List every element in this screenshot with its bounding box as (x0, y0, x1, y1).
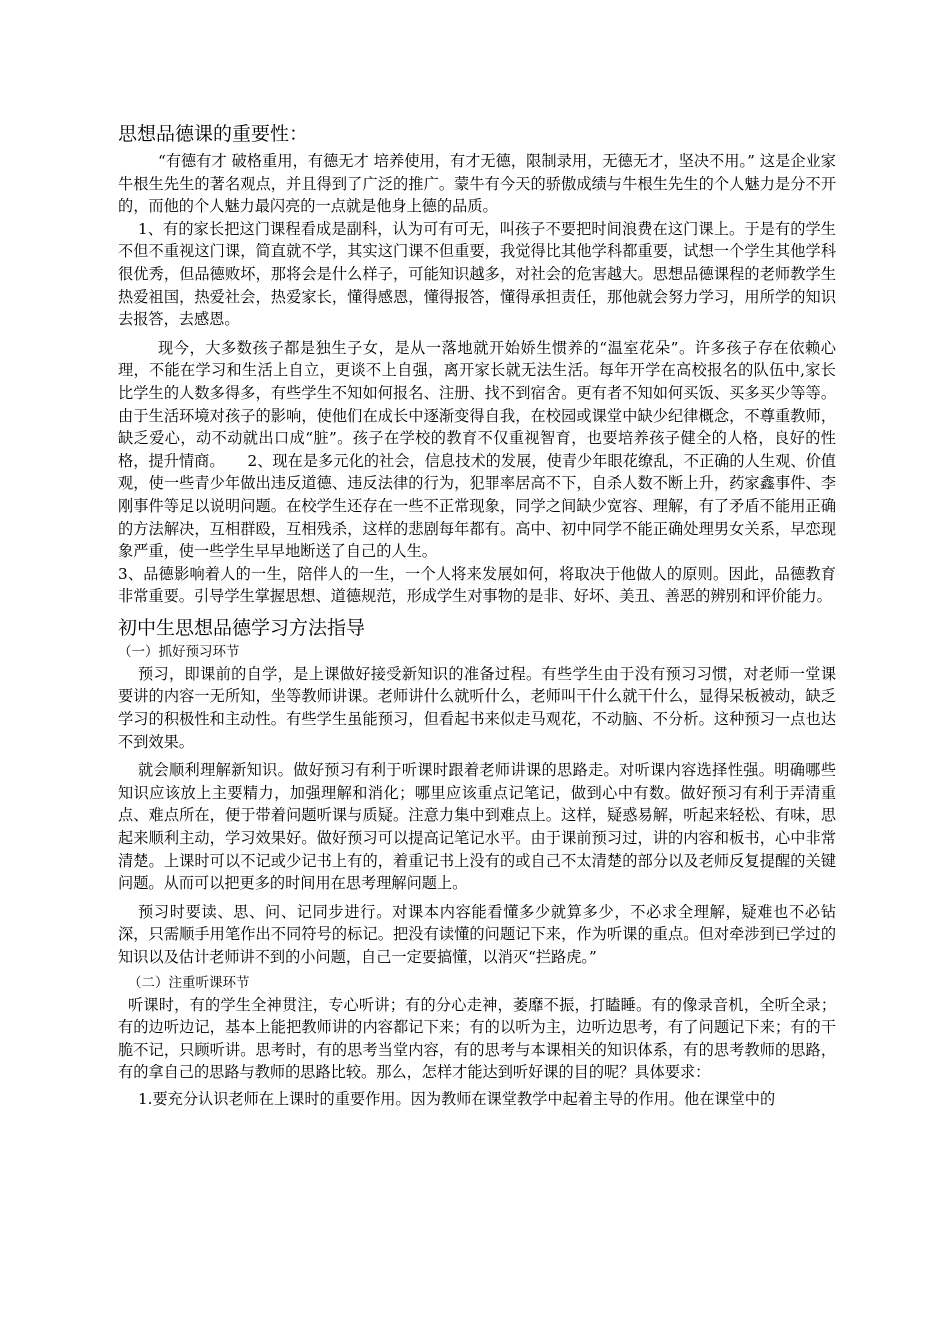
paragraph-preview-3: 预习时要读、思、问、记同步进行。对课本内容能看懂多少就算多少，不必求全理解，疑难也不必钻深，只需顺手用笔作出不同符号的标记。把没有读懂的问题记下来，作为听课的重点。但对牵涉到已学过的知识以及估计老师讲不到的小问题，自己一定要搞懂，以消灭“拦路虎。” (118, 902, 836, 966)
paragraph-preview-1: 预习，即课前的自学，是上课做好接受新知识的准备过程。有些学生由于没有预习习惯，对老师一堂课要讲的内容一无所知，坐等教师讲课。老师讲什么就听什么，老师叫干什么就干什么，显得呆板被动，缺乏学习的积极性和主动性。有些学生虽能预习，但看起书来似走马观花，不动脑、不分析。这种预习一点也达不到效果。 (118, 664, 836, 751)
paragraph-quote: “有德有才 破格重用，有德无才 培养使用，有才无德，限制录用，无德无才，坚决不用。” 这是企业家牛根生先生的著名观点，并且得到了广泛的推广。蒙牛有今天的骄傲成绩与牛根生先生的个人魅力是分不开的，而他的个人魅力最闪亮的一点就是他身上德的品质。 (118, 152, 836, 216)
paragraph-point-2: 现今，大多数孩子都是独生子女，是从一落地就开始娇生惯养的“温室花朵”。许多孩子存在依赖心理，不能在学习和生活上自立，更谈不上自强，离开家长就无法生活。每年开学在高校报名的队伍中,家长比学生的人数多得多，有些学生不知如何报名、注册、找不到宿舍。更有者不知如何买饭、买多买少等等。 由于生活环境对孩子的影响，使他们在成长中逐渐变得自我，在校园或课堂中缺少纪律概念，不尊重教师，缺乏爱心，动不动就出口成“脏”。孩子在学校的教育不仅重视智育，也要培养孩子健全的人格，良好的性格，提升情商。 2、现在是多元化的社会，信息技术的发展，使青少年眼花缭乱，不正确的人生观、价值观，使一些青少年做出违反道德、违反法律的行为，犯罪率居高不下，自杀人数不断上升，药家鑫事件、李刚事件等足以说明问题。在校学生还存在一些不正常现象，同学之间缺少宽容、理解，有了矛盾不能用正确的方法解决，互相群殴，互相残杀，这样的悲剧每年都有。高中、初中同学不能正确处理男女关系，早恋现象严重，使一些学生早早地断送了自己的人生。 (118, 338, 836, 561)
subheading-preview: （一）抓好预习环节 (118, 643, 240, 660)
paragraph-point-1: 1、有的家长把这门课程看成是副科，认为可有可无，叫孩子不要把时间浪费在这门课上。于是有的学生不但不重视这门课，简直就不学，其实这门课不但重要，我觉得比其他学科都重要，试想一个学生其他学科很优秀，但品德败坏，那将会是什么样子，可能知识越多，对社会的危害越大。思想品德课程的老师教学生热爱祖国，热爱社会，热爱家长，懂得感恩，懂得报答，懂得承担责任，那他就会努力学习，用所学的知识去报答，去感恩。 (118, 219, 836, 329)
paragraph-teacher-role: 1.要充分认识老师在上课时的重要作用。因为教师在课堂教学中起着主导的作用。他在课堂中的 (138, 1089, 776, 1108)
paragraph-listening: 听课时，有的学生全神贯注，专心听讲；有的分心走神，萎靡不振，打瞌睡。有的像录音机，全听全录；有的边听边记，基本上能把教师讲的内容都记下来；有的以听为主，边听边思考，有了问题记下来；有的干脆不记，只顾听讲。思考时，有的思考当堂内容，有的思考与本课相关的知识体系，有的思考教师的思路，有的拿自己的思路与教师的思路比较。那么，怎样才能达到听好课的目的呢？具体要求： (118, 995, 836, 1082)
subheading-listening: （二）注重听课环节 (128, 974, 250, 991)
heading-importance: 思想品德课的重要性： (118, 123, 309, 145)
document-page (118, 120, 836, 1111)
paragraph-preview-2: 就会顺利理解新知识。做好预习有利于听课时跟着老师讲课的思路走。对听课内容选择性强。明确哪些知识应该放上主要精力，加强理解和消化；哪里应该重点记笔记，做到心中有数。做好预习有利于弄清重点、难点所在，便于带着问题听课与质疑。注意力集中到难点上。这样，疑惑易解，听起来轻松、有味，思起来顺利主动，学习效果好。做好预习可以提高记笔记水平。由于课前预习过，讲的内容和板书，心中非常清楚。上课时可以不记或少记书上有的，着重记书上没有的或自己不太清楚的部分以及老师反复提醒的关键问题。从而可以把更多的时间用在思考理解问题上。 (118, 761, 836, 893)
paragraph-point-3: 3、品德影响着人的一生，陪伴人的一生，一个人将来发展如何，将取决于他做人的原则。因此，品德教育非常重要。引导学生掌握思想、道德规范，形成学生对事物的是非、好坏、美丑、善恶的辨别和评价能力。 (118, 564, 836, 606)
heading-study-methods: 初中生思想品德学习方法指导 (118, 616, 366, 639)
